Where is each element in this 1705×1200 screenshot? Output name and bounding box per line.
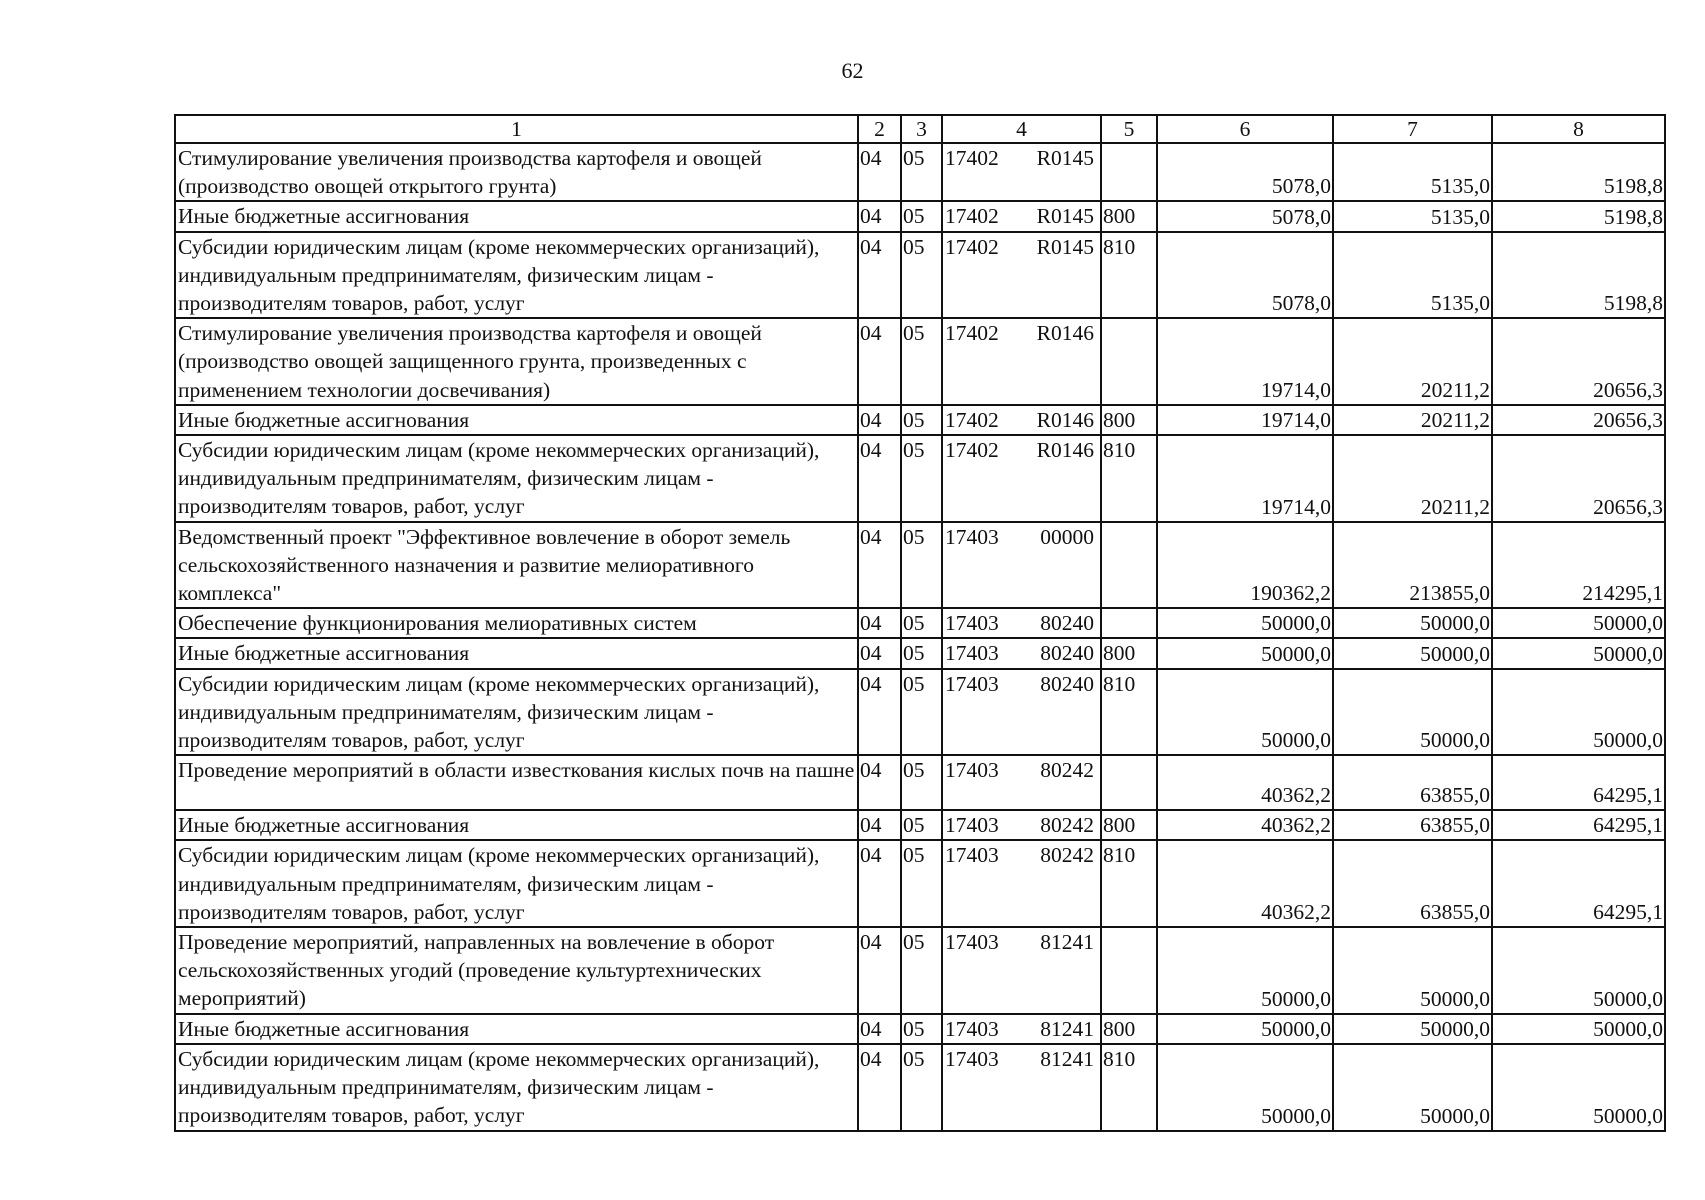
direction-code: 81241 [1028, 1014, 1101, 1044]
section-code: 04 [858, 201, 901, 231]
direction-code: R0145 [1028, 201, 1101, 231]
direction-code: R0146 [1028, 435, 1101, 522]
header-cell-2: 2 [858, 115, 901, 143]
value-col-8: 20656,3 [1492, 405, 1665, 435]
section-code: 04 [858, 435, 901, 522]
subsection-code: 05 [901, 810, 942, 840]
section-code: 04 [858, 755, 901, 810]
section-code: 04 [858, 669, 901, 756]
table-row [175, 1014, 1665, 1044]
section-code: 04 [858, 405, 901, 435]
value-col-8: 50000,0 [1492, 927, 1665, 1014]
direction-code: 81241 [1028, 1044, 1101, 1131]
value-col-7: 20211,2 [1333, 318, 1492, 405]
value-col-8: 50000,0 [1492, 608, 1665, 638]
subsection-code: 05 [901, 669, 942, 756]
value-col-8: 50000,0 [1492, 1014, 1665, 1044]
row-description: Иные бюджетные ассигнования [175, 405, 858, 435]
expense-type-code: 810 [1101, 1044, 1157, 1131]
table-body [175, 115, 1665, 1131]
expense-type-code [1101, 522, 1157, 609]
program-code: 17403 [942, 755, 1028, 810]
row-description: Иные бюджетные ассигнования [175, 638, 858, 668]
value-col-6: 50000,0 [1157, 927, 1333, 1014]
program-code: 17402 [942, 318, 1028, 405]
program-code: 17403 [942, 669, 1028, 756]
value-col-7: 20211,2 [1333, 435, 1492, 522]
direction-code: R0145 [1028, 232, 1101, 319]
section-code: 04 [858, 1044, 901, 1131]
value-col-7: 213855,0 [1333, 522, 1492, 609]
row-description: Субсидии юридическим лицам (кроме некоммерческих организаций), индивидуальным предпринимателям, физическим лицам - производителям товаров, работ, услуг [175, 232, 858, 319]
subsection-code: 05 [901, 435, 942, 522]
value-col-7: 63855,0 [1333, 840, 1492, 927]
direction-code: R0146 [1028, 405, 1101, 435]
expense-type-code [1101, 143, 1157, 201]
row-description: Проведение мероприятий в области известкования кислых почв на пашне [175, 755, 858, 810]
row-description: Иные бюджетные ассигнования [175, 1014, 858, 1044]
expense-type-code: 800 [1101, 405, 1157, 435]
expense-type-code [1101, 318, 1157, 405]
section-code: 04 [858, 927, 901, 1014]
expense-type-code: 800 [1101, 1014, 1157, 1044]
direction-code: 00000 [1028, 522, 1101, 609]
table-row [175, 318, 1665, 405]
value-col-7: 50000,0 [1333, 669, 1492, 756]
subsection-code: 05 [901, 522, 942, 609]
direction-code: 80242 [1028, 840, 1101, 927]
value-col-7: 5135,0 [1333, 201, 1492, 231]
table-row [175, 669, 1665, 756]
row-description: Субсидии юридическим лицам (кроме некоммерческих организаций), индивидуальным предпринимателям, физическим лицам - производителям товаров, работ, услуг [175, 840, 858, 927]
program-code: 17403 [942, 840, 1028, 927]
section-code: 04 [858, 840, 901, 927]
program-code: 17402 [942, 143, 1028, 201]
value-col-8: 20656,3 [1492, 435, 1665, 522]
value-col-7: 50000,0 [1333, 1044, 1492, 1131]
row-description: Субсидии юридическим лицам (кроме некоммерческих организаций), индивидуальным предпринимателям, физическим лицам - производителям товаров, работ, услуг [175, 669, 858, 756]
direction-code: R0146 [1028, 318, 1101, 405]
section-code: 04 [858, 810, 901, 840]
table-row [175, 608, 1665, 638]
header-cell-6: 6 [1157, 115, 1333, 143]
table-row [175, 522, 1665, 609]
header-cell-3: 3 [901, 115, 942, 143]
row-description: Иные бюджетные ассигнования [175, 201, 858, 231]
subsection-code: 05 [901, 232, 942, 319]
value-col-8: 5198,8 [1492, 143, 1665, 201]
header-cell-4: 4 [942, 115, 1101, 143]
value-col-6: 50000,0 [1157, 638, 1333, 668]
expense-type-code [1101, 927, 1157, 1014]
value-col-8: 5198,8 [1492, 201, 1665, 231]
subsection-code: 05 [901, 755, 942, 810]
value-col-6: 5078,0 [1157, 232, 1333, 319]
value-col-6: 50000,0 [1157, 1044, 1333, 1131]
table-row [175, 201, 1665, 231]
direction-code: 80242 [1028, 810, 1101, 840]
section-code: 04 [858, 1014, 901, 1044]
row-description: Стимулирование увеличения производства картофеля и овощей (производство овощей защищенного грунта, произведенных с применением технологии досвечивания) [175, 318, 858, 405]
value-col-8: 50000,0 [1492, 669, 1665, 756]
header-cell-8: 8 [1492, 115, 1665, 143]
program-code: 17403 [942, 522, 1028, 609]
value-col-8: 64295,1 [1492, 755, 1665, 810]
section-code: 04 [858, 143, 901, 201]
table-row [175, 755, 1665, 810]
value-col-8: 20656,3 [1492, 318, 1665, 405]
table-row [175, 927, 1665, 1014]
value-col-7: 50000,0 [1333, 1014, 1492, 1044]
subsection-code: 05 [901, 1014, 942, 1044]
program-code: 17403 [942, 810, 1028, 840]
value-col-6: 50000,0 [1157, 669, 1333, 756]
section-code: 04 [858, 608, 901, 638]
direction-code: 80240 [1028, 608, 1101, 638]
row-description: Иные бюджетные ассигнования [175, 810, 858, 840]
table-row [175, 840, 1665, 927]
expense-type-code [1101, 755, 1157, 810]
row-description: Проведение мероприятий, направленных на вовлечение в оборот сельскохозяйственных угодий (проведение культуртехнических мероприятий) [175, 927, 858, 1014]
value-col-8: 64295,1 [1492, 840, 1665, 927]
expense-type-code: 800 [1101, 638, 1157, 668]
program-code: 17402 [942, 435, 1028, 522]
program-code: 17403 [942, 638, 1028, 668]
row-description: Субсидии юридическим лицам (кроме некоммерческих организаций), индивидуальным предпринимателям, физическим лицам - производителям товаров, работ, услуг [175, 1044, 858, 1131]
value-col-8: 50000,0 [1492, 638, 1665, 668]
subsection-code: 05 [901, 638, 942, 668]
value-col-7: 50000,0 [1333, 608, 1492, 638]
value-col-6: 40362,2 [1157, 840, 1333, 927]
row-description: Стимулирование увеличения производства картофеля и овощей (производство овощей открытого грунта) [175, 143, 858, 201]
expense-type-code: 810 [1101, 669, 1157, 756]
subsection-code: 05 [901, 143, 942, 201]
section-code: 04 [858, 522, 901, 609]
section-code: 04 [858, 638, 901, 668]
expense-type-code: 810 [1101, 435, 1157, 522]
header-cell-7: 7 [1333, 115, 1492, 143]
value-col-6: 40362,2 [1157, 810, 1333, 840]
table-row [175, 638, 1665, 668]
value-col-7: 5135,0 [1333, 232, 1492, 319]
header-cell-5: 5 [1101, 115, 1157, 143]
page-number: 62 [841, 58, 864, 83]
value-col-7: 63855,0 [1333, 755, 1492, 810]
value-col-7: 20211,2 [1333, 405, 1492, 435]
value-col-7: 5135,0 [1333, 143, 1492, 201]
value-col-6: 19714,0 [1157, 405, 1333, 435]
header-row [175, 115, 1665, 143]
subsection-code: 05 [901, 840, 942, 927]
expense-type-code: 810 [1101, 232, 1157, 319]
value-col-7: 50000,0 [1333, 638, 1492, 668]
value-col-8: 64295,1 [1492, 810, 1665, 840]
row-description: Обеспечение функционирования мелиоративных систем [175, 608, 858, 638]
expense-type-code: 800 [1101, 201, 1157, 231]
value-col-8: 50000,0 [1492, 1044, 1665, 1131]
program-code: 17402 [942, 405, 1028, 435]
subsection-code: 05 [901, 608, 942, 638]
value-col-6: 5078,0 [1157, 201, 1333, 231]
table-row [175, 405, 1665, 435]
program-code: 17403 [942, 927, 1028, 1014]
table-row [175, 1044, 1665, 1131]
subsection-code: 05 [901, 201, 942, 231]
expense-type-code [1101, 608, 1157, 638]
table-row [175, 143, 1665, 201]
value-col-7: 63855,0 [1333, 810, 1492, 840]
subsection-code: 05 [901, 1044, 942, 1131]
subsection-code: 05 [901, 927, 942, 1014]
header-cell-1: 1 [175, 115, 858, 143]
value-col-6: 40362,2 [1157, 755, 1333, 810]
direction-code: 80240 [1028, 669, 1101, 756]
row-description: Субсидии юридическим лицам (кроме некоммерческих организаций), индивидуальным предпринимателям, физическим лицам - производителям товаров, работ, услуг [175, 435, 858, 522]
value-col-6: 50000,0 [1157, 608, 1333, 638]
subsection-code: 05 [901, 405, 942, 435]
table-row [175, 435, 1665, 522]
value-col-7: 50000,0 [1333, 927, 1492, 1014]
budget-table [174, 114, 1666, 1132]
expense-type-code: 800 [1101, 810, 1157, 840]
direction-code: 81241 [1028, 927, 1101, 1014]
value-col-6: 50000,0 [1157, 1014, 1333, 1044]
value-col-6: 19714,0 [1157, 435, 1333, 522]
program-code: 17402 [942, 201, 1028, 231]
value-col-6: 19714,0 [1157, 318, 1333, 405]
value-col-8: 214295,1 [1492, 522, 1665, 609]
table-row [175, 810, 1665, 840]
value-col-6: 5078,0 [1157, 143, 1333, 201]
value-col-8: 5198,8 [1492, 232, 1665, 319]
program-code: 17403 [942, 1044, 1028, 1131]
expense-type-code: 810 [1101, 840, 1157, 927]
program-code: 17403 [942, 608, 1028, 638]
table-row [175, 232, 1665, 319]
direction-code: R0145 [1028, 143, 1101, 201]
program-code: 17402 [942, 232, 1028, 319]
direction-code: 80242 [1028, 755, 1101, 810]
value-col-6: 190362,2 [1157, 522, 1333, 609]
subsection-code: 05 [901, 318, 942, 405]
row-description: Ведомственный проект "Эффективное вовлечение в оборот земель сельскохозяйственного назначения и развитие мелиоративного комплекса" [175, 522, 858, 609]
program-code: 17403 [942, 1014, 1028, 1044]
section-code: 04 [858, 232, 901, 319]
section-code: 04 [858, 318, 901, 405]
direction-code: 80240 [1028, 638, 1101, 668]
